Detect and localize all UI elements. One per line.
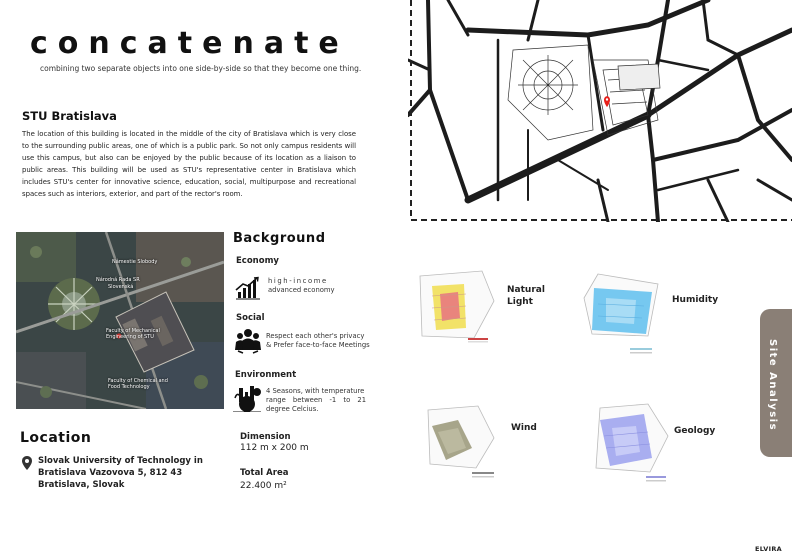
geology-label: Geology	[674, 426, 716, 436]
location-heading: Location	[20, 430, 92, 446]
humidity-diagram	[578, 268, 664, 360]
stu-heading: STU Bratislava	[22, 109, 117, 123]
area-heading: Total Area	[240, 468, 289, 478]
satellite-label: Faculty of Chemical and Food Technology	[108, 378, 168, 390]
site-analysis-tab[interactable]	[760, 309, 792, 457]
satellite-image	[16, 232, 224, 409]
background-heading: Background	[233, 231, 326, 246]
economy-text-2: advanced economy	[268, 286, 335, 294]
geology-diagram	[586, 400, 672, 486]
social-text-1: Respect each other's privacy	[266, 332, 365, 340]
satellite-label: Faculty of Mechanical Engineering of STU	[106, 328, 160, 340]
environment-text-1: 4 Seasons, with temperature	[266, 387, 365, 395]
environment-text-2: range between -1 to 21	[266, 396, 367, 404]
environment-text-3: degree Celcius.	[266, 405, 319, 413]
author-name: ELVIRA	[755, 545, 782, 553]
site-map	[408, 0, 792, 222]
wind-label: Wind	[511, 423, 537, 433]
site-map-graphic	[408, 0, 792, 222]
natural-light-label-2: Light	[507, 297, 533, 307]
satellite-label: Národná Rada SR	[96, 277, 140, 283]
location-address: Slovak University of Technology in Bratislava Vazovova 5, 812 43 Bratislava, Slovak	[38, 456, 203, 490]
environment-heading: Environment	[235, 370, 297, 380]
wind-diagram	[418, 398, 502, 480]
stu-description: The location of this building is located in the middle of the city of Bratislava which is very close to the surrounding public areas, one of which is a public park. So not only campus residents will use this campus, but also can be enjoyed by the public because of its location as a liaison to public areas. This building will be used as STU's representative center in Bratislava which includes STU's center for innovative science, education, social, multipurpose and recreational spaces such as interiors, exterior, and part of the rector's room.	[22, 130, 356, 198]
economy-heading: Economy	[236, 256, 279, 266]
natural-light-label-1: Natural	[507, 285, 545, 295]
social-heading: Social	[236, 313, 265, 323]
natural-light-diagram	[412, 266, 502, 346]
location-pin-icon	[22, 456, 32, 470]
dimension-heading: Dimension	[240, 432, 291, 442]
page-title: concatenate	[30, 26, 349, 61]
people-icon	[235, 328, 261, 354]
humidity-label: Humidity	[672, 295, 719, 305]
satellite-label: Námestie Slobody	[112, 259, 158, 265]
page-subtitle: combining two separate objects into one side-by-side so that they become one thing.	[40, 64, 362, 73]
environment-icon	[233, 384, 261, 412]
area-value: 22.400 m²	[240, 481, 287, 491]
site-analysis-tab-label: Site Analysis	[767, 339, 778, 432]
social-text-2: & Prefer face-to-face Meetings	[266, 341, 370, 349]
dimension-value: 112 m x 200 m	[240, 443, 309, 453]
economy-text-1: high-income	[268, 277, 328, 285]
chart-icon	[235, 276, 261, 300]
satellite-label: Slovenská	[108, 284, 134, 290]
